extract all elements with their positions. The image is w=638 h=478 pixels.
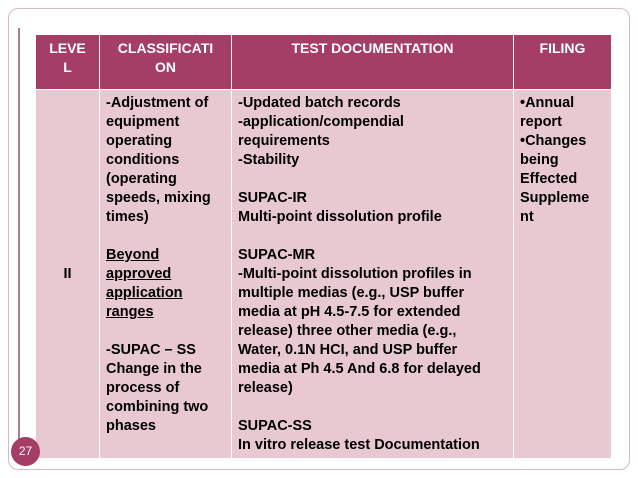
filing-block	[520, 94, 607, 227]
text-line: Water, 0.1N HCI, and USP buffer	[238, 342, 458, 358]
text-line: (operating	[106, 171, 177, 187]
text-line: requirements	[238, 133, 330, 149]
header-level	[36, 35, 100, 90]
level-cell: II	[36, 90, 100, 459]
text-line: combining two	[106, 399, 209, 415]
text-line: SUPAC-IR	[238, 190, 308, 206]
accent-line	[18, 28, 20, 454]
spacer	[238, 398, 509, 417]
text-line: application	[106, 285, 183, 301]
test-doc-block-b	[238, 189, 509, 227]
filing-cell	[514, 90, 612, 459]
test-doc-block-a	[238, 94, 509, 170]
spacer	[238, 170, 509, 189]
text-line: multiple medias (e.g., USP buffer	[238, 285, 465, 301]
text-line: Effected	[520, 171, 578, 187]
text-line: In vitro release test Documentation	[238, 437, 480, 453]
text-line: •Changes	[520, 133, 587, 149]
text-line: report	[520, 114, 562, 130]
text-line: media at pH 4.5-7.5 for extended	[238, 304, 461, 320]
text-line: equipment	[106, 114, 180, 130]
spacer	[238, 227, 509, 246]
spacer	[106, 227, 227, 246]
header-level-line2: L	[63, 59, 72, 75]
text-line: being	[520, 152, 559, 168]
text-line: -Stability	[238, 152, 300, 168]
text-line: media at Ph 4.5 And 6.8 for delayed	[238, 361, 481, 377]
text-line: SUPAC-SS	[238, 418, 312, 434]
text-line: -Adjustment of	[106, 95, 209, 111]
text-line: -Updated batch records	[238, 95, 401, 111]
classification-block-c	[106, 341, 227, 436]
table-row	[36, 90, 612, 459]
classification-block-b	[106, 246, 227, 322]
text-line: Multi-point dissolution profile	[238, 209, 442, 225]
text-line: release) three other media (e.g.,	[238, 323, 457, 339]
text-line: Beyond	[106, 247, 160, 263]
classification-cell	[100, 90, 232, 459]
header-test-documentation: TEST DOCUMENTATION	[232, 35, 514, 90]
header-classification-line1: CLASSIFICATI	[117, 40, 214, 56]
header-row	[36, 35, 612, 90]
text-line: -application/compendial	[238, 114, 404, 130]
spacer	[106, 322, 227, 341]
text-line: nt	[520, 209, 534, 225]
page-number-badge: 27	[11, 437, 40, 466]
text-line: ranges	[106, 304, 154, 320]
test-doc-block-c	[238, 246, 509, 398]
text-line: •Annual	[520, 95, 575, 111]
supac-table	[35, 34, 612, 459]
text-line: operating	[106, 133, 173, 149]
classification-block-a	[106, 94, 227, 227]
text-line: phases	[106, 418, 156, 434]
header-classification-line2: ON	[155, 59, 176, 75]
text-line: release)	[238, 380, 293, 396]
text-line: -Multi-point dissolution profiles in	[238, 266, 472, 282]
header-classification	[100, 35, 232, 90]
test-doc-block-d	[238, 417, 509, 455]
text-line: approved	[106, 266, 172, 282]
header-level-line1: LEVE	[49, 40, 86, 56]
text-line: -SUPAC – SS	[106, 342, 196, 358]
text-line: conditions	[106, 152, 180, 168]
text-line: times)	[106, 209, 149, 225]
text-line: Change in the	[106, 361, 202, 377]
text-line: speeds, mixing	[106, 190, 211, 206]
text-line: Suppleme	[520, 190, 590, 206]
text-line: process of	[106, 380, 180, 396]
header-filing: FILING	[514, 35, 612, 90]
test-documentation-cell	[232, 90, 514, 459]
text-line: SUPAC-MR	[238, 247, 316, 263]
